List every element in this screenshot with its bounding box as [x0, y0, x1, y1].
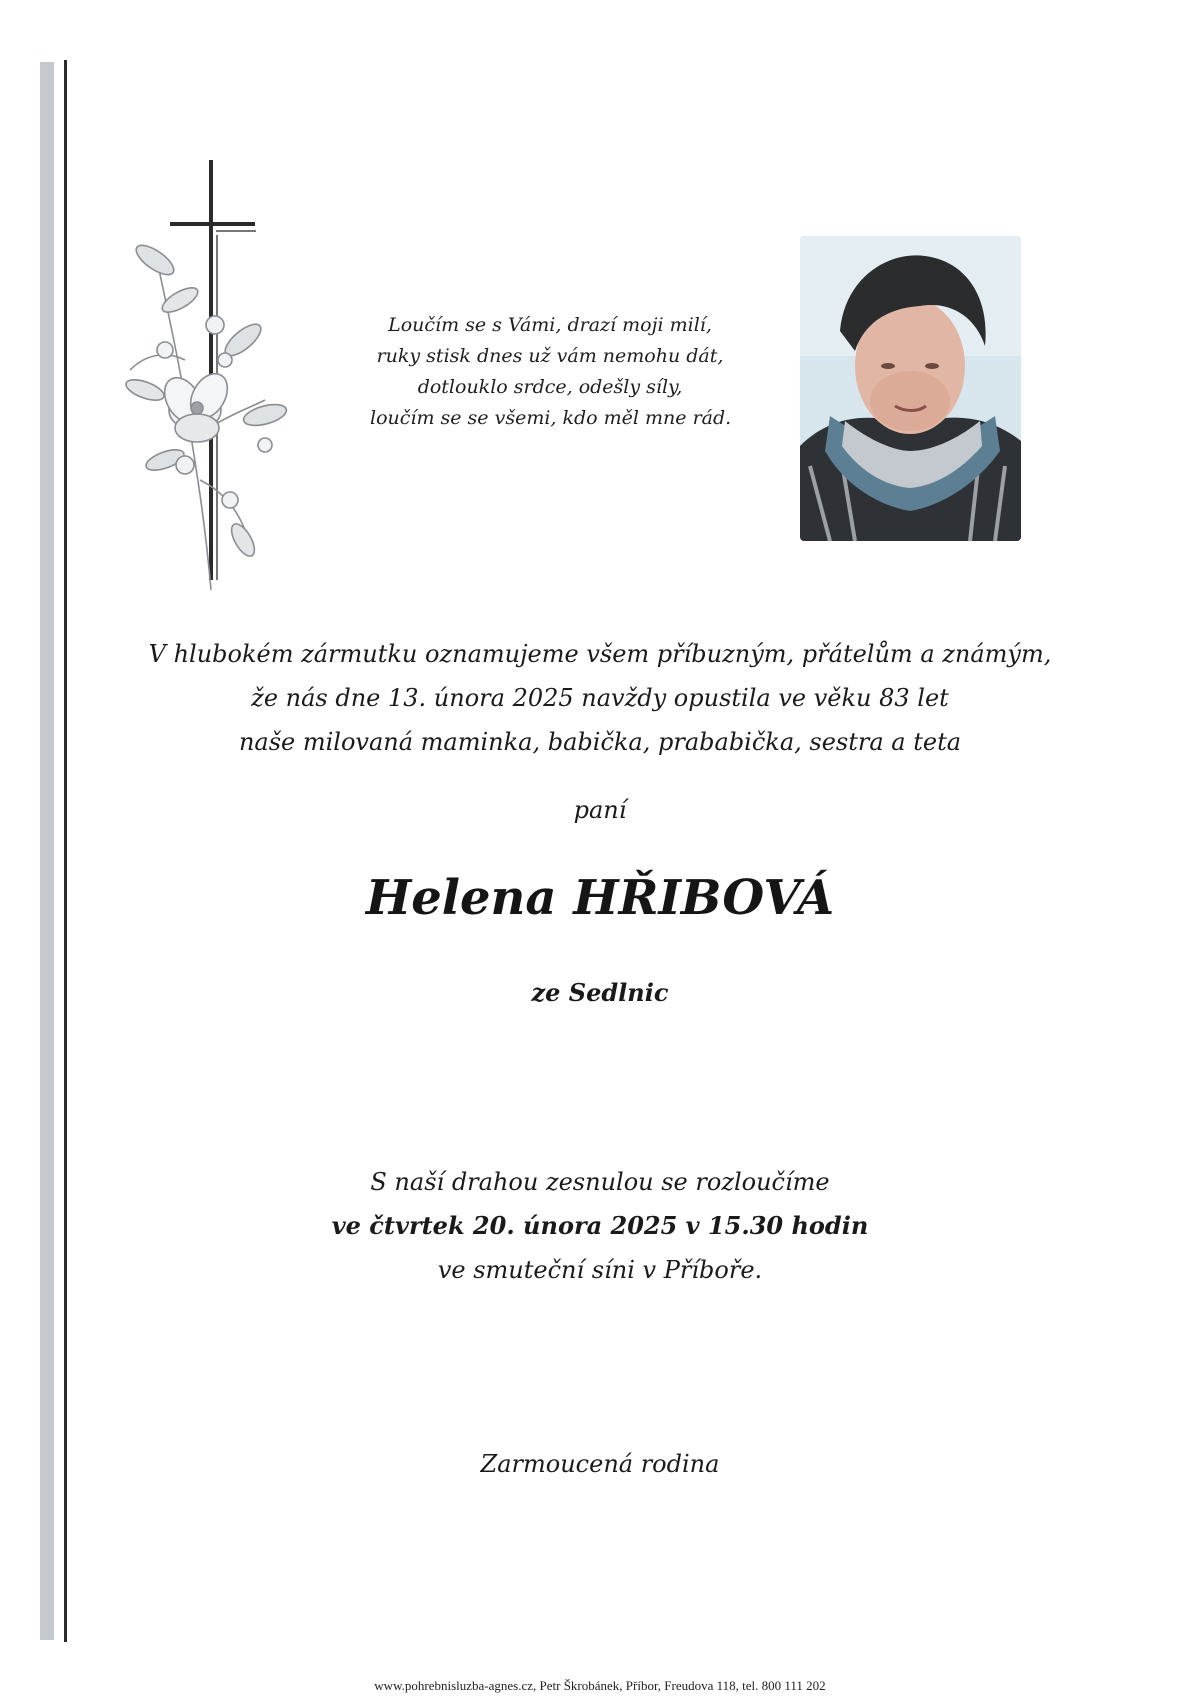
poem-line: ruky stisk dnes už vám nemohu dát, [376, 345, 724, 367]
farewell-date: ve čtvrtek 20. února 2025 v 15.30 hodin [331, 1211, 869, 1240]
farewell-line: S naší drahou zesnulou se rozloučíme [370, 1168, 830, 1196]
origin: ze Sedlnic [531, 978, 669, 1007]
left-border-line [64, 60, 67, 1642]
announcement [120, 632, 1080, 764]
farewell-place: ve smuteční síni v Příboře. [437, 1256, 763, 1284]
announcement-line: V hlubokém zármutku oznamujeme všem příbuzným, přátelům a známým, [148, 640, 1052, 668]
cross-with-flowers [125, 160, 310, 630]
deceased-name: Helena HŘIBOVÁ [365, 870, 835, 926]
poem [370, 310, 730, 434]
poem-line: dotlouklo srdce, odešly síly, [417, 376, 683, 398]
footer: www.pohrebnisluzba-agnes.cz, Petr Škrobánek, Příbor, Freudova 118, tel. 800 111 202 [374, 1678, 826, 1693]
poem-line: Loučím se s Vámi, drazí moji milí, [388, 314, 712, 336]
left-border-bar [40, 62, 54, 1640]
announcement-line: naše milovaná maminka, babička, prababička, sestra a teta [238, 728, 962, 756]
announcement-line: že nás dne 13. února 2025 navždy opustila ve věku 83 let [251, 684, 949, 712]
honorific: paní [573, 796, 627, 824]
poem-line: loučím se se všemi, kdo měl mne rád. [370, 407, 732, 429]
farewell-info [200, 1160, 1000, 1292]
cross-icon [125, 160, 310, 630]
flower-bouquet-icon [125, 240, 289, 590]
signature: Zarmoucená rodina [480, 1450, 720, 1478]
portrait-photo [800, 236, 1021, 541]
